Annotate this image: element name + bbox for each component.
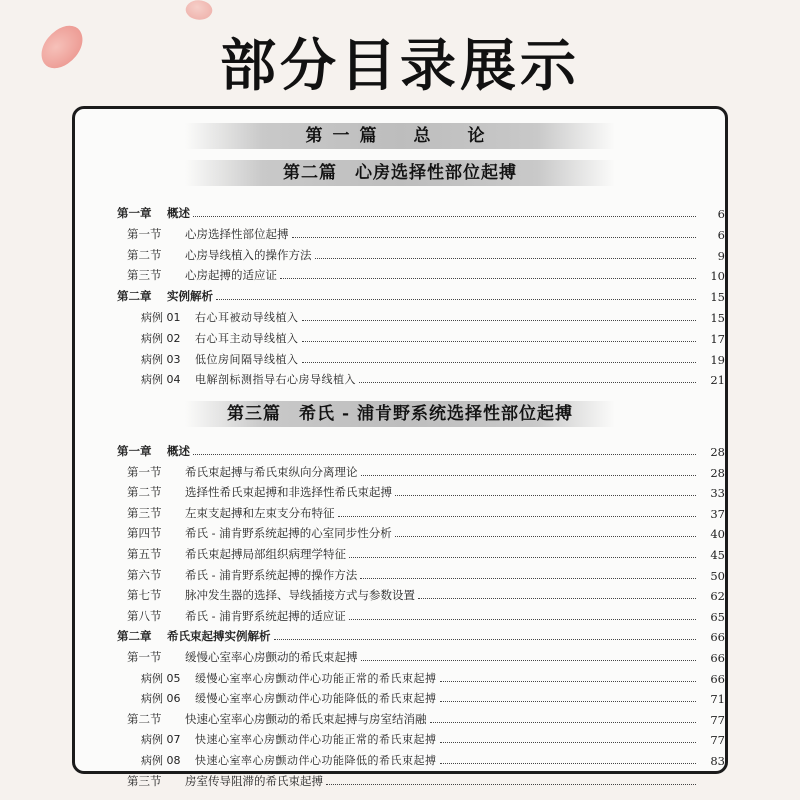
toc-page-number: 10 — [710, 269, 725, 284]
toc-title: 右心耳主动导线植入 — [195, 331, 299, 345]
toc-number: 第八节 — [127, 608, 162, 623]
toc-page-number: 28 — [710, 445, 725, 459]
toc-page-number: 45 — [710, 548, 725, 562]
toc-number: 第二章 — [117, 289, 152, 304]
dot-leader — [440, 681, 697, 682]
toc-title: 房室传导阻滞的希氏束起搏 — [185, 773, 323, 788]
toc-title: 希氏束起搏局部组织病理学特征 — [185, 547, 346, 561]
dot-leader — [280, 278, 696, 279]
toc-row — [75, 563, 725, 583]
dot-leader — [430, 722, 697, 723]
toc-page-number: 19 — [710, 352, 725, 367]
petal-decoration — [183, 0, 214, 24]
toc-number: 第二节 — [127, 485, 162, 500]
dot-leader — [315, 258, 697, 259]
toc-row — [75, 645, 725, 665]
dot-leader — [395, 495, 696, 496]
toc-page-number: 50 — [710, 568, 725, 583]
toc-number: 病例 01 — [141, 311, 181, 324]
toc-number: 病例 08 — [141, 754, 181, 767]
toc-page-number: 83 — [710, 754, 725, 768]
toc-row — [75, 707, 725, 727]
toc-number: 病例 02 — [141, 331, 181, 345]
toc-title: 右心耳被动导线植入 — [195, 311, 299, 324]
dot-leader — [326, 784, 696, 785]
dot-leader — [216, 299, 696, 300]
dot-leader — [440, 701, 697, 702]
toc-row — [75, 542, 725, 562]
toc-title: 概述 — [167, 206, 190, 220]
toc-title: 心房起搏的适应证 — [185, 268, 277, 283]
toc-number: 第三节 — [127, 268, 162, 283]
toc-title: 希氏束起搏实例解析 — [167, 629, 271, 644]
dot-leader — [193, 454, 696, 455]
toc-title: 低位房间隔导线植入 — [195, 352, 299, 366]
toc-row — [75, 501, 725, 521]
toc-number: 病例 05 — [141, 671, 181, 685]
toc-row — [75, 326, 725, 346]
toc-title: 缓慢心室率心房颤动的希氏束起搏 — [185, 650, 358, 664]
toc-title: 脉冲发生器的选择、导线插接方式与参数设置 — [185, 588, 415, 603]
toc-page-number: 66 — [710, 630, 725, 645]
toc-page-number: 21 — [710, 373, 725, 388]
toc-page-number: 77 — [710, 712, 725, 727]
toc-page-number: 66 — [710, 671, 725, 686]
toc-number: 第六节 — [127, 567, 162, 582]
toc-number: 第三节 — [127, 505, 162, 520]
toc-row — [75, 480, 725, 500]
toc-number: 第一章 — [117, 444, 152, 458]
toc-page-number: 40 — [710, 527, 725, 542]
toc-number: 第一节 — [127, 226, 162, 241]
toc-row — [75, 727, 725, 747]
toc-row — [75, 666, 725, 686]
dot-leader — [349, 619, 696, 620]
toc-row — [75, 460, 725, 480]
dot-leader — [274, 639, 697, 640]
dot-leader — [361, 660, 697, 661]
toc-page-number: 37 — [710, 506, 725, 521]
toc-row — [75, 243, 725, 263]
toc-row — [75, 583, 725, 603]
dot-leader — [440, 742, 697, 743]
toc-number: 第四节 — [127, 526, 162, 541]
toc-row — [75, 305, 725, 325]
toc-row — [75, 263, 725, 283]
part-heading: 第二篇 心房选择性部位起搏 — [185, 160, 615, 186]
toc-title: 心房导线植入的操作方法 — [185, 247, 312, 262]
toc-page-number: 15 — [710, 290, 725, 305]
toc-page-number: 71 — [710, 692, 725, 707]
toc-title: 希氏 - 浦肯野系统起搏的心室同步性分析 — [185, 526, 392, 541]
toc-title: 快速心室率心房颤动的希氏束起搏与房室结消融 — [185, 711, 427, 726]
toc-page-number: 9 — [717, 248, 725, 263]
toc-page-number: 62 — [710, 589, 725, 604]
toc-title: 希氏束起搏与希氏束纵向分离理论 — [185, 464, 358, 479]
toc-page-number: 15 — [710, 311, 725, 325]
dot-leader — [349, 557, 696, 558]
toc-number: 病例 03 — [141, 352, 181, 366]
toc-title: 电解剖标测指导右心房导线植入 — [195, 373, 356, 387]
toc-number: 第七节 — [127, 588, 162, 603]
toc-page-number: 77 — [710, 733, 725, 748]
toc-number: 病例 04 — [141, 373, 181, 387]
toc-page-frame — [72, 106, 728, 788]
toc-number: 第二节 — [127, 711, 162, 726]
toc-page-number: 17 — [710, 331, 725, 346]
dot-leader — [418, 598, 696, 599]
toc-row — [75, 604, 725, 624]
toc-title: 左束支起搏和左束支分布特征 — [185, 505, 335, 520]
toc-row — [75, 284, 725, 304]
toc-page-number: 65 — [710, 609, 725, 624]
toc-row — [75, 686, 725, 706]
dot-leader — [302, 320, 697, 321]
toc-row — [75, 222, 725, 242]
toc-title: 希氏 - 浦肯野系统起搏的操作方法 — [185, 567, 358, 582]
toc-row — [75, 347, 725, 367]
toc-row — [75, 521, 725, 541]
part-heading: 第一篇 总 论 — [185, 123, 615, 149]
toc-number: 第一节 — [127, 464, 162, 479]
toc-title: 选择性希氏束起搏和非选择性希氏束起搏 — [185, 485, 392, 500]
dot-leader — [395, 536, 696, 537]
toc-number: 病例 06 — [141, 692, 181, 706]
toc-page-number: 28 — [710, 465, 725, 480]
dot-leader — [360, 578, 696, 579]
toc-row — [75, 624, 725, 644]
toc-title: 实例解析 — [167, 289, 213, 304]
toc-title: 缓慢心室率心房颤动伴心功能正常的希氏束起搏 — [195, 671, 437, 685]
toc-title: 心房选择性部位起搏 — [185, 226, 289, 241]
dot-leader — [440, 763, 697, 764]
toc-page-number: 66 — [710, 651, 725, 665]
toc-number: 第二章 — [117, 629, 152, 644]
toc-title: 希氏 - 浦肯野系统起搏的适应证 — [185, 608, 346, 623]
toc-row — [75, 439, 725, 459]
page-headline: 部分目录展示 — [220, 34, 580, 99]
toc-page-number: 6 — [717, 227, 725, 242]
dot-leader — [302, 362, 697, 363]
toc-number: 病例 07 — [141, 733, 181, 747]
toc-row — [75, 769, 725, 789]
dot-leader — [359, 382, 696, 383]
toc-row — [75, 201, 725, 221]
toc-row — [75, 367, 725, 387]
toc-page-number: 6 — [717, 207, 725, 221]
toc-title: 缓慢心室率心房颤动伴心功能降低的希氏束起搏 — [195, 692, 437, 706]
toc-number: 第一章 — [117, 206, 152, 220]
toc-number: 第三节 — [127, 773, 162, 788]
toc-title: 快速心室率心房颤动伴心功能降低的希氏束起搏 — [195, 754, 437, 767]
toc-page-number: 33 — [710, 486, 725, 501]
dot-leader — [292, 237, 697, 238]
toc-title: 概述 — [167, 444, 190, 458]
part-heading: 第三篇 希氏 - 浦肯野系统选择性部位起搏 — [185, 401, 615, 427]
dot-leader — [302, 341, 697, 342]
toc-title: 快速心室率心房颤动伴心功能正常的希氏束起搏 — [195, 733, 437, 747]
toc-number: 第一节 — [127, 650, 162, 664]
toc-number: 第二节 — [127, 247, 162, 262]
toc-number: 第五节 — [127, 547, 162, 561]
dot-leader — [338, 516, 697, 517]
dot-leader — [361, 475, 697, 476]
toc-row — [75, 748, 725, 768]
dot-leader — [193, 216, 696, 217]
